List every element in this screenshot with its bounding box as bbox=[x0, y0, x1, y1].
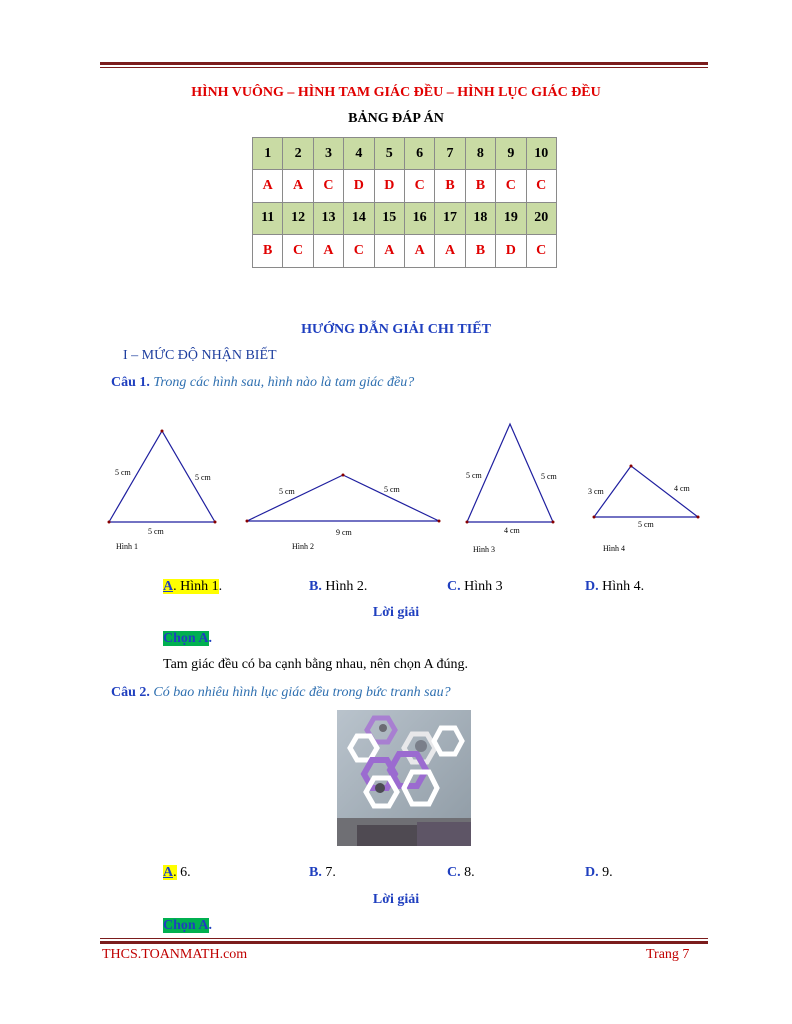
option-letter-dot: . bbox=[173, 865, 177, 880]
option-value: Hình 3 bbox=[460, 579, 503, 594]
q2-option-b bbox=[309, 865, 336, 881]
table-cell: C bbox=[526, 235, 556, 267]
table-cell: B bbox=[465, 235, 495, 267]
footer-page-number: Trang 7 bbox=[646, 947, 690, 962]
q2-option-a bbox=[163, 865, 191, 881]
table-cell: C bbox=[496, 170, 526, 202]
table-row bbox=[253, 138, 557, 170]
option-letter-dot: . bbox=[173, 579, 177, 594]
side-label: 5 cm bbox=[279, 487, 295, 496]
question-2 bbox=[111, 685, 451, 701]
table-cell: D bbox=[374, 170, 404, 202]
choice-line bbox=[163, 631, 212, 647]
option-value: 6 bbox=[176, 865, 188, 880]
page-title: HÌNH VUÔNG – HÌNH TAM GIÁC ĐỀU – HÌNH LỤC GIÁC ĐỀU bbox=[191, 85, 601, 100]
table-cell: 15 bbox=[374, 202, 404, 234]
table-cell: A bbox=[404, 235, 434, 267]
table-cell: 8 bbox=[465, 138, 495, 170]
side-label: 3 cm bbox=[588, 487, 604, 496]
table-cell: A bbox=[283, 170, 313, 202]
table-cell: 10 bbox=[526, 138, 556, 170]
answer-table-title: BẢNG ĐÁP ÁN bbox=[348, 111, 444, 126]
option-end: . bbox=[218, 579, 223, 594]
triangle-2 bbox=[246, 474, 441, 552]
table-cell: A bbox=[374, 235, 404, 267]
table-cell: C bbox=[313, 170, 343, 202]
table-cell: 6 bbox=[404, 138, 434, 170]
table-cell: 14 bbox=[344, 202, 374, 234]
option-value: Hình 1 bbox=[176, 579, 219, 594]
side-label: 5 cm bbox=[148, 527, 164, 536]
choice-end: . bbox=[208, 631, 213, 646]
triangles-figure bbox=[100, 420, 710, 560]
table-cell: 13 bbox=[313, 202, 343, 234]
option-letter: D. bbox=[585, 865, 599, 880]
table-cell: 2 bbox=[283, 138, 313, 170]
table-cell: A bbox=[253, 170, 283, 202]
table-cell: A bbox=[313, 235, 343, 267]
hexagon-shelves-photo bbox=[337, 710, 471, 846]
side-label: 4 cm bbox=[674, 484, 690, 493]
option-value: Hình 2. bbox=[321, 579, 368, 594]
table-cell: C bbox=[404, 170, 434, 202]
figure-caption: Hình 4 bbox=[603, 544, 625, 553]
q1-option-c bbox=[447, 579, 503, 595]
figure-caption: Hình 3 bbox=[473, 545, 495, 554]
option-value: 9. bbox=[598, 865, 613, 880]
choice-end: . bbox=[208, 918, 213, 933]
option-value: 8. bbox=[460, 865, 475, 880]
table-cell: 11 bbox=[253, 202, 283, 234]
table-cell: C bbox=[526, 170, 556, 202]
table-cell: 16 bbox=[404, 202, 434, 234]
solution-label: Lời giải bbox=[372, 605, 420, 620]
solution-label: Lời giải bbox=[372, 892, 420, 907]
table-cell: 20 bbox=[526, 202, 556, 234]
table-row bbox=[253, 235, 557, 267]
figure-caption: Hình 1 bbox=[116, 542, 138, 551]
side-label: 9 cm bbox=[336, 528, 352, 537]
option-letter: C. bbox=[447, 579, 461, 594]
option-letter: A bbox=[163, 579, 174, 594]
option-letter: B. bbox=[309, 865, 322, 880]
table-cell: 12 bbox=[283, 202, 313, 234]
side-label: 5 cm bbox=[115, 468, 131, 477]
side-label: 5 cm bbox=[638, 520, 654, 529]
question-label: Câu 1. bbox=[111, 375, 150, 390]
section-heading: I – MỨC ĐỘ NHẬN BIẾT bbox=[123, 348, 277, 363]
table-row bbox=[253, 170, 557, 202]
question-text: Trong các hình sau, hình nào là tam giác đều? bbox=[153, 375, 415, 390]
header-rule bbox=[100, 62, 708, 68]
table-cell: 17 bbox=[435, 202, 465, 234]
table-cell: A bbox=[435, 235, 465, 267]
explanation: Tam giác đều có ba cạnh bằng nhau, nên chọn A đúng. bbox=[163, 657, 468, 672]
table-cell: 7 bbox=[435, 138, 465, 170]
table-cell: 9 bbox=[496, 138, 526, 170]
question-1 bbox=[111, 375, 414, 391]
q1-option-b bbox=[309, 579, 367, 595]
question-text: Có bao nhiêu hình lục giác đều trong bức tranh sau? bbox=[153, 685, 451, 700]
q2-option-c bbox=[447, 865, 475, 881]
table-cell: C bbox=[283, 235, 313, 267]
table-cell: B bbox=[465, 170, 495, 202]
figure-caption: Hình 2 bbox=[292, 542, 314, 551]
table-cell: D bbox=[496, 235, 526, 267]
table-cell: D bbox=[344, 170, 374, 202]
triangle-4 bbox=[588, 465, 700, 554]
side-label: 5 cm bbox=[384, 485, 400, 494]
guide-heading: HƯỚNG DẪN GIẢI CHI TIẾT bbox=[301, 322, 491, 337]
table-cell: 18 bbox=[465, 202, 495, 234]
table-cell: 3 bbox=[313, 138, 343, 170]
triangle-1 bbox=[108, 430, 217, 552]
option-letter: C. bbox=[447, 865, 461, 880]
table-cell: C bbox=[344, 235, 374, 267]
option-letter: B. bbox=[309, 579, 322, 594]
footer-rule bbox=[100, 938, 708, 944]
table-row bbox=[253, 202, 557, 234]
option-end: . bbox=[187, 865, 191, 880]
footer-site: THCS.TOANMATH.com bbox=[102, 947, 248, 962]
table-cell: 4 bbox=[344, 138, 374, 170]
table-cell: B bbox=[435, 170, 465, 202]
option-letter: A bbox=[163, 865, 174, 880]
q1-option-d bbox=[585, 579, 644, 595]
choice-answer: Chọn A bbox=[163, 631, 209, 646]
triangle-3 bbox=[466, 424, 558, 554]
choice-line bbox=[163, 918, 212, 934]
question-label: Câu 2. bbox=[111, 685, 150, 700]
table-cell: B bbox=[253, 235, 283, 267]
q2-option-d bbox=[585, 865, 613, 881]
side-label: 5 cm bbox=[466, 471, 482, 480]
table-cell: 19 bbox=[496, 202, 526, 234]
option-value: Hình 4. bbox=[598, 579, 645, 594]
table-cell: 1 bbox=[253, 138, 283, 170]
answer-table bbox=[252, 137, 557, 268]
option-letter: D. bbox=[585, 579, 599, 594]
q1-option-a bbox=[163, 579, 222, 595]
side-label: 4 cm bbox=[504, 526, 520, 535]
side-label: 5 cm bbox=[541, 472, 557, 481]
choice-answer: Chọn A bbox=[163, 918, 209, 933]
side-label: 5 cm bbox=[195, 473, 211, 482]
option-value: 7. bbox=[321, 865, 336, 880]
table-cell: 5 bbox=[374, 138, 404, 170]
